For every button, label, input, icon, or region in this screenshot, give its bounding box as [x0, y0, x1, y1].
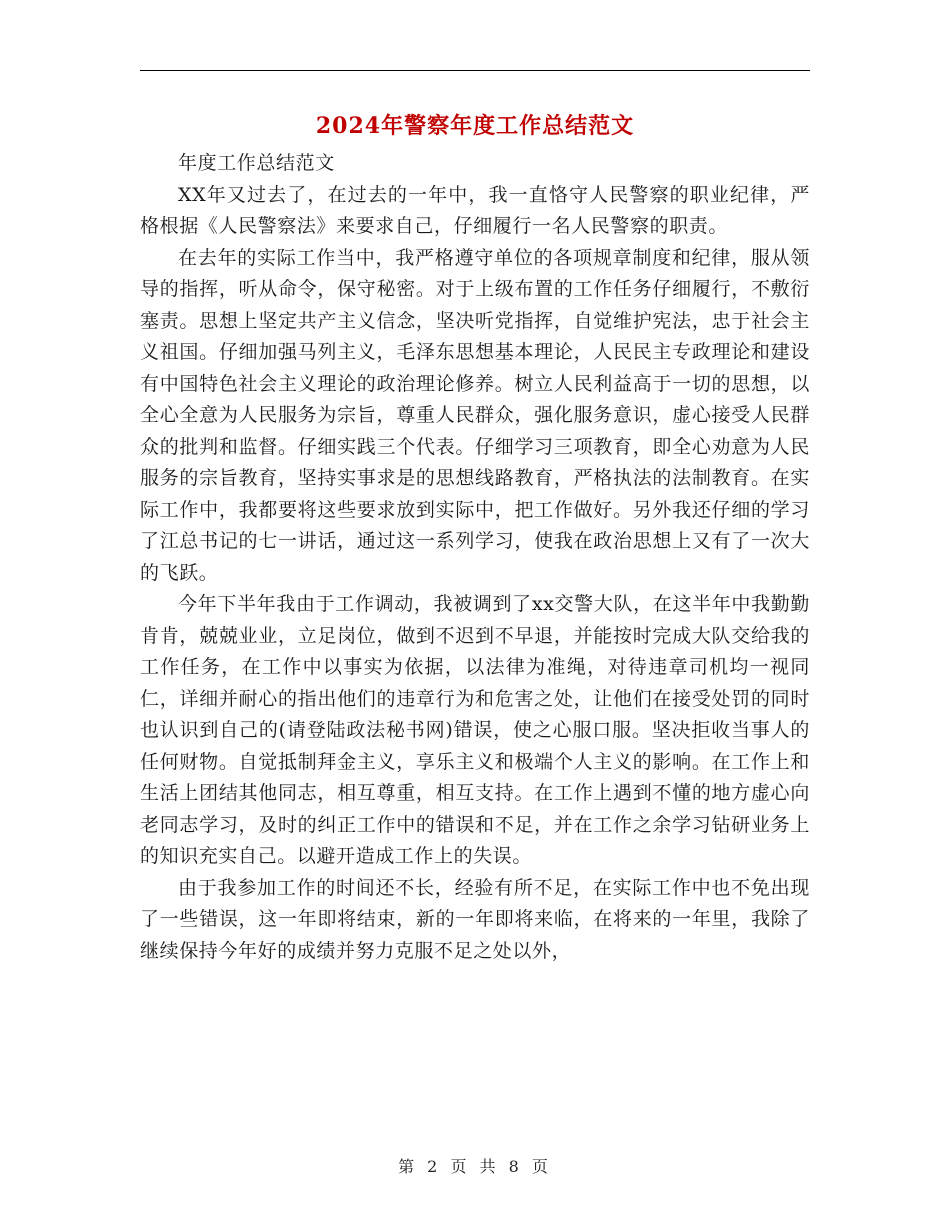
paragraph-outlook: 由于我参加工作的时间还不长，经验有所不足，在实际工作中也不免出现了一些错误，这一年即将结束，新的一年即将来临，在将来的一年里，我除了继续保持今年好的成绩并努力克服不足之处以外，: [140, 876, 810, 962]
paragraph-transfer: 今年下半年我由于工作调动，我被调到了xx交警大队，在这半年中我勤勤肯肯，兢兢业业，立足岗位，做到不迟到不早退，并能按时完成大队交给我的工作任务，在工作中以事实为依据，以法律为准绳，对待违章司机均一视同仁，详细并耐心的指出他们的违章行为和危害之处，让他们在接受处罚的同时也认识到自己的(请登陆政法秘书网)错误，使之心服口服。坚决拒收当事人的任何财物。自觉抵制拜金主义，享乐主义和极端个人主义的影响。在工作上和生活上团结其他同志，相互尊重，相互支持。在工作上遇到不懂的地方虚心向老同志学习，及时的纠正工作中的错误和不足，并在工作之余学习钻研业务上的知识充实自己。以避开造成工作上的失误。: [140, 593, 810, 867]
paragraph-intro: XX年又过去了，在过去的一年中，我一直恪守人民警察的职业纪律，严格根据《人民警察法》来要求自己，仔细履行一名人民警察的职责。: [140, 183, 810, 237]
paragraph-last-year-work: 在去年的实际工作当中，我严格遵守单位的各项规章制度和纪律，服从领导的指挥，听从命令，保守秘密。对于上级布置的工作任务仔细履行，不敷衍塞责。思想上坚定共产主义信念，坚决听党指挥，自觉维护宪法，忠于社会主义祖国。仔细加强马列主义，毛泽东思想基本理论，人民民主专政理论和建设有中国特色社会主义理论的政治理论修养。树立人民利益高于一切的思想，以全心全意为人民服务为宗旨，尊重人民群众，强化服务意识，虚心接受人民群众的批判和监督。仔细实践三个代表。仔细学习三项教育，即全心劝意为人民服务的宗旨教育，坚持实事求是的思想线路教育，严格执法的法制教育。在实际工作中，我都要将这些要求放到实际中，把工作做好。另外我还仔细的学习了江总书记的七一讲话，通过这一系列学习，使我在政治思想上又有了一次大的飞跃。: [140, 246, 810, 584]
page-number-footer: 第 2 页 共 8 页: [398, 1157, 552, 1176]
document-title: 2024年警察年度工作总结范文: [315, 113, 635, 139]
document-body: [140, 148, 810, 967]
header-rule: [140, 70, 810, 71]
paragraph-subtitle: 年度工作总结范文: [178, 152, 335, 174]
